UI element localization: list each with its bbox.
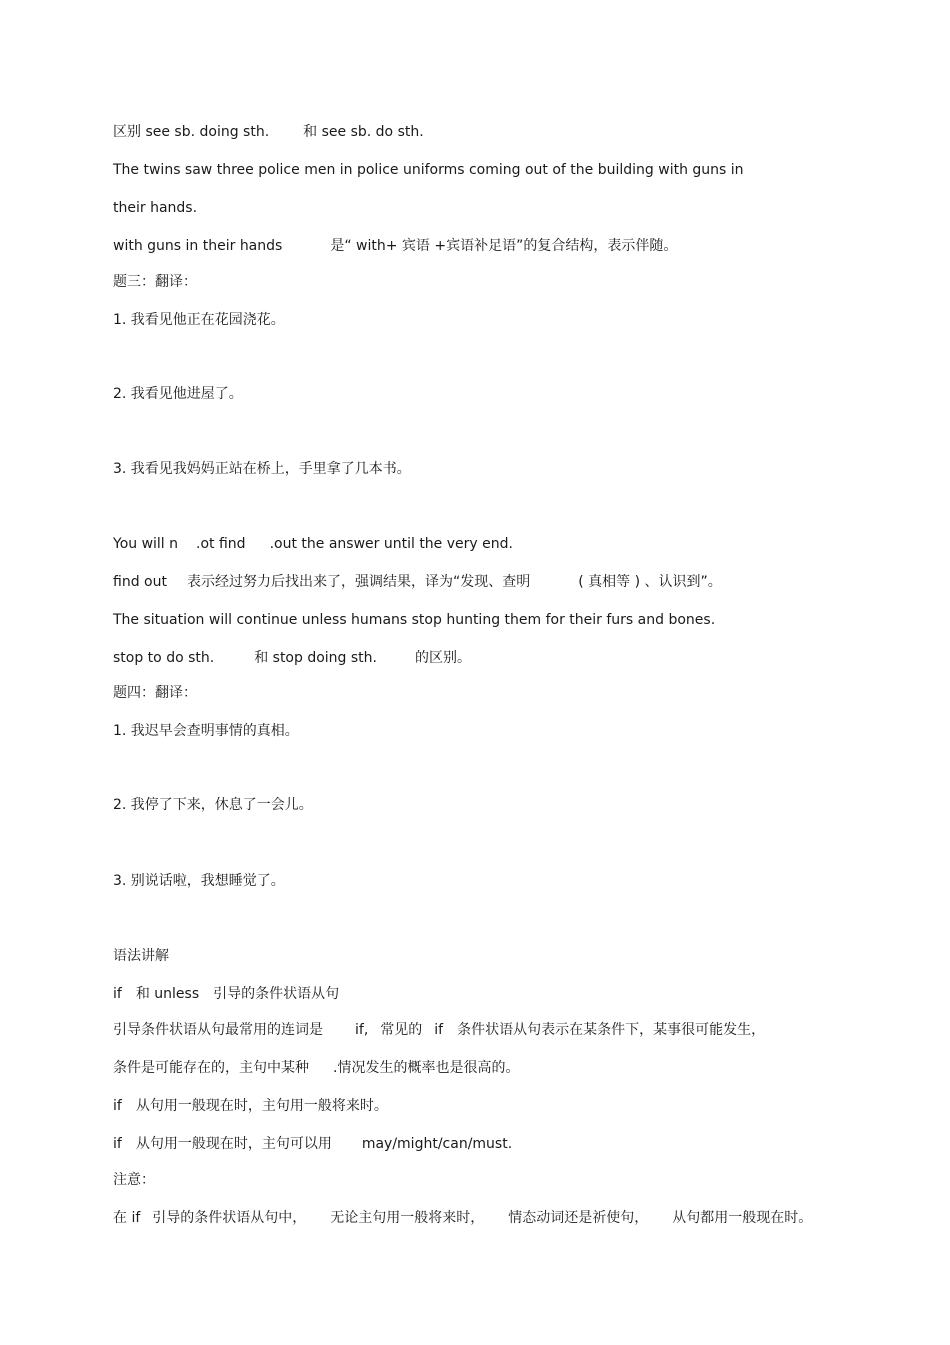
text-line — [113, 1208, 812, 1228]
text-segment: 常见的 — [380, 1022, 423, 1038]
text-segment: may/might/can/must. — [361, 1136, 513, 1152]
text-line — [113, 1096, 388, 1116]
text-line — [113, 1020, 765, 1040]
text-line — [113, 572, 722, 592]
text-segment: 注意： — [113, 1172, 155, 1188]
text-line — [113, 122, 424, 142]
text-segment: stop to do sth. — [113, 650, 215, 666]
text-line — [113, 610, 715, 630]
text-segment: 引导条件状语从句最常用的连词是 — [113, 1022, 323, 1038]
text-line — [113, 984, 339, 1004]
text-line — [113, 1058, 519, 1078]
text-segment: The situation will continue unless humans stop hunting them for their furs and bones. — [113, 612, 716, 628]
text-line — [113, 236, 677, 256]
text-line — [113, 1170, 155, 1190]
text-segment: 条件状语从句表示在某条件下，某事很可能发生， — [457, 1022, 766, 1038]
text-segment: if — [113, 1136, 122, 1152]
text-line — [113, 160, 744, 180]
text-segment: 条件是可能存在的，主句中某种 — [113, 1060, 309, 1076]
text-segment: if — [113, 1098, 122, 1114]
text-line — [113, 272, 197, 292]
text-segment: 从句都用一般现在时。 — [672, 1210, 813, 1226]
text-segment: 和 unless — [135, 986, 200, 1002]
text-segment: 情态动词还是祈使句， — [508, 1210, 649, 1226]
text-line — [113, 198, 197, 218]
text-segment: 题四：翻译： — [113, 685, 197, 701]
text-segment: 2. 我停了下来，休息了一会儿。 — [113, 797, 313, 813]
text-segment: 从句用一般现在时，主句可以用 — [135, 1136, 332, 1152]
text-segment: find out — [113, 574, 167, 590]
text-segment: .ot find — [196, 536, 246, 552]
text-segment: if — [434, 1022, 444, 1038]
text-segment: .情况发生的概率也是很高的。 — [333, 1060, 520, 1076]
text-line — [113, 1134, 512, 1154]
text-segment: ( 真相等 ) 、认识到”。 — [578, 574, 722, 590]
text-segment: 1. 我看见他正在花园浇花。 — [113, 312, 285, 328]
text-segment: You will n — [113, 536, 179, 552]
text-segment: 题三：翻译： — [113, 274, 197, 290]
text-segment: 引导的条件状语从句 — [213, 986, 340, 1002]
text-segment: 和 stop doing sth. — [254, 650, 377, 666]
text-segment: 在 if — [113, 1210, 141, 1226]
text-line — [113, 683, 197, 703]
text-line — [113, 310, 285, 330]
text-segment: if, — [355, 1022, 369, 1038]
text-segment: 3. 别说话啦，我想睡觉了。 — [113, 873, 285, 889]
text-segment: 的区别。 — [415, 650, 471, 666]
text-line — [113, 384, 243, 404]
text-segment: .out the answer until the very end. — [269, 536, 513, 552]
text-segment: 引导的条件状语从句中， — [152, 1210, 307, 1226]
text-segment: 无论主句用一般将来时， — [330, 1210, 485, 1226]
text-segment: 1. 我迟早会查明事情的真相。 — [113, 723, 299, 739]
text-segment: The twins saw three police men in police uniforms coming out of the building with guns in — [113, 162, 744, 178]
text-line — [113, 648, 471, 668]
text-line — [113, 946, 169, 966]
text-line — [113, 795, 313, 815]
text-segment: 语法讲解 — [113, 948, 169, 964]
text-segment: 2. 我看见他进屋了。 — [113, 386, 243, 402]
text-segment: if — [113, 986, 122, 1002]
text-line — [113, 871, 285, 891]
text-segment: 是“ with+ 宾语 +宾语补足语”的复合结构，表示伴随。 — [330, 238, 678, 254]
text-segment: their hands. — [113, 200, 198, 216]
text-segment: 3. 我看见我妈妈正站在桥上，手里拿了几本书。 — [113, 461, 411, 477]
text-segment: with guns in their hands — [113, 238, 283, 254]
text-segment: 和 see sb. do sth. — [303, 124, 424, 140]
text-segment: 从句用一般现在时，主句用一般将来时。 — [135, 1098, 388, 1114]
text-segment: 表示经过努力后找出来了，强调结果，译为“发现、查明 — [186, 574, 531, 590]
text-line — [113, 459, 411, 479]
text-line — [113, 721, 299, 741]
text-segment: 区别 see sb. doing sth. — [113, 124, 270, 140]
text-line — [113, 534, 513, 554]
